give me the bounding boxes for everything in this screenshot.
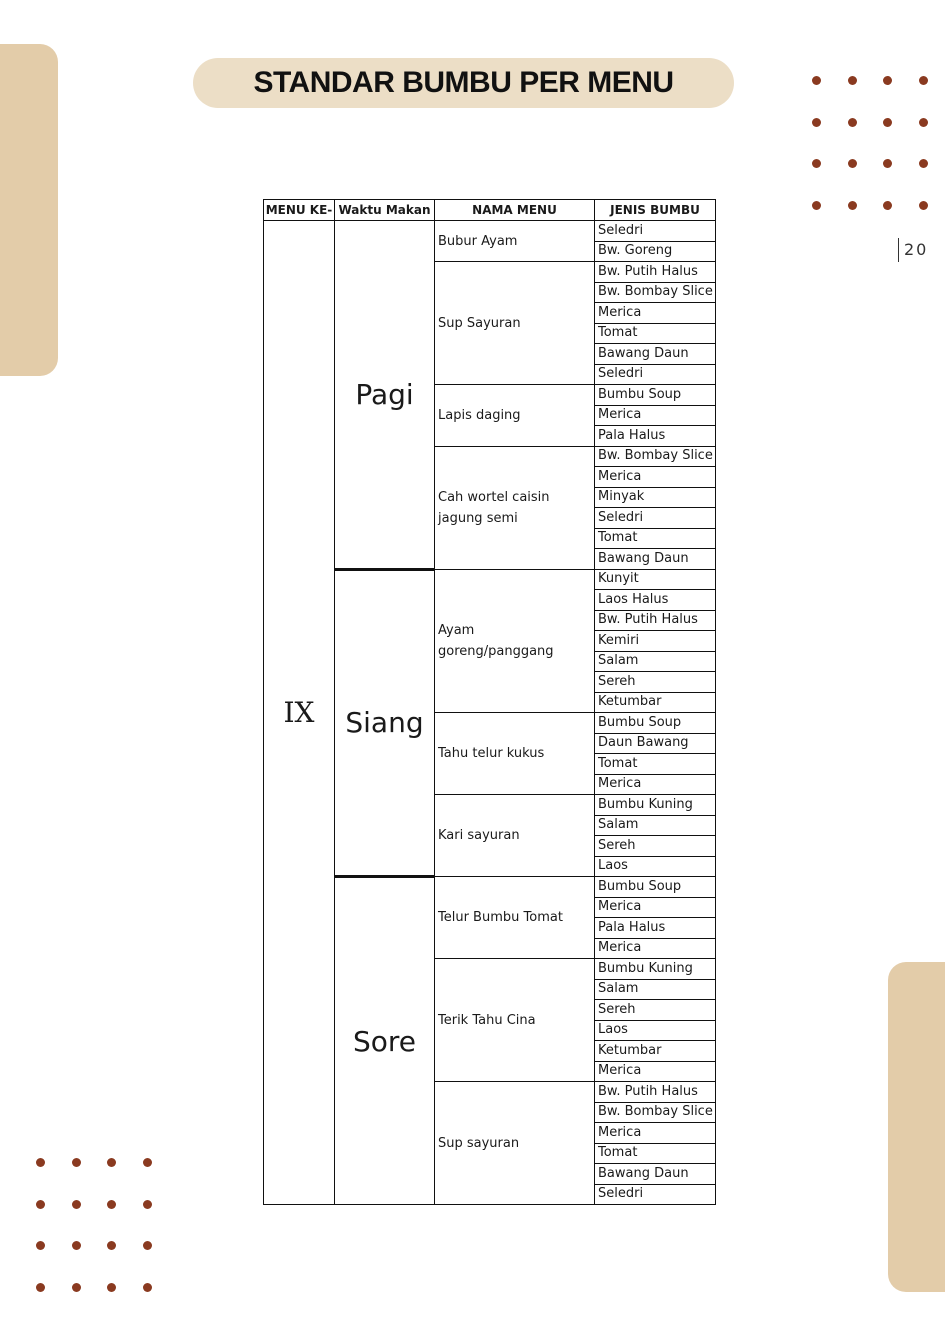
decorative-dot [143, 1158, 152, 1167]
spice-cell: Bw. Bombay Slice [595, 282, 716, 303]
spice-cell: Pala Halus [595, 426, 716, 447]
page-number: 20 [898, 238, 928, 262]
spice-cell: Laos [595, 1020, 716, 1041]
menu-name-cell: Bubur Ayam [435, 221, 595, 262]
spice-cell: Merica [595, 897, 716, 918]
decorative-dot [848, 159, 857, 168]
menu-name-cell: Lapis daging [435, 385, 595, 447]
spice-cell: Bawang Daun [595, 549, 716, 570]
spice-cell: Merica [595, 467, 716, 488]
decorative-dot [919, 76, 928, 85]
header-menu-ke: MENU KE- [264, 200, 335, 221]
spice-cell: Seledri [595, 508, 716, 529]
meal-time-cell: Pagi [335, 221, 435, 570]
spice-cell: Salam [595, 815, 716, 836]
spice-cell: Merica [595, 938, 716, 959]
left-decorative-tab [0, 44, 58, 376]
spice-cell: Bumbu Soup [595, 385, 716, 406]
spice-cell: Bumbu Kuning [595, 959, 716, 980]
spice-cell: Kemiri [595, 631, 716, 652]
spice-cell: Tomat [595, 323, 716, 344]
spice-cell: Ketumbar [595, 1041, 716, 1062]
decorative-dot [919, 118, 928, 127]
spice-cell: Laos [595, 856, 716, 877]
spice-cell: Bumbu Soup [595, 877, 716, 898]
spice-cell: Kunyit [595, 569, 716, 590]
menu-number-cell: IX [264, 221, 335, 1205]
spice-cell: Merica [595, 774, 716, 795]
spice-cell: Merica [595, 405, 716, 426]
spice-cell: Sereh [595, 672, 716, 693]
meal-time-cell: Siang [335, 569, 435, 877]
decorative-dot [143, 1241, 152, 1250]
spice-cell: Bw. Putih Halus [595, 262, 716, 283]
spice-cell: Merica [595, 1123, 716, 1144]
decorative-dot [812, 159, 821, 168]
decorative-dot [36, 1158, 45, 1167]
decorative-dot [812, 118, 821, 127]
decorative-dot [812, 76, 821, 85]
menu-name-cell: Terik Tahu Cina [435, 959, 595, 1082]
decorative-dot [72, 1158, 81, 1167]
table-header-row [264, 200, 716, 221]
decorative-dot [36, 1283, 45, 1292]
spice-cell: Salam [595, 979, 716, 1000]
menu-name-cell: Sup Sayuran [435, 262, 595, 385]
decorative-dot [883, 76, 892, 85]
spice-cell: Tomat [595, 754, 716, 775]
decorative-dot [848, 118, 857, 127]
header-nama-menu: NAMA MENU [435, 200, 595, 221]
spice-cell: Bw. Putih Halus [595, 610, 716, 631]
decorative-dot [72, 1200, 81, 1209]
spice-cell: Bumbu Soup [595, 713, 716, 734]
spice-cell: Sereh [595, 1000, 716, 1021]
spice-cell: Bw. Goreng [595, 241, 716, 262]
right-decorative-tab [888, 962, 945, 1292]
decorative-dot [848, 201, 857, 210]
spice-cell: Bawang Daun [595, 1164, 716, 1185]
spice-cell: Laos Halus [595, 590, 716, 611]
decorative-dot [72, 1241, 81, 1250]
spice-cell: Bumbu Kuning [595, 795, 716, 816]
decorative-dot [812, 201, 821, 210]
header-waktu-makan: Waktu Makan [335, 200, 435, 221]
spice-cell: Pala Halus [595, 918, 716, 939]
decorative-dot [883, 159, 892, 168]
decorative-dot [36, 1241, 45, 1250]
decorative-dot [107, 1283, 116, 1292]
header-jenis-bumbu: JENIS BUMBU [595, 200, 716, 221]
menu-name-cell: Ayam goreng/panggang [435, 569, 595, 713]
spice-cell: Merica [595, 303, 716, 324]
page-title: STANDAR BUMBU PER MENU [253, 66, 674, 99]
decorative-dot [143, 1200, 152, 1209]
decorative-dot [107, 1241, 116, 1250]
spice-cell: Daun Bawang [595, 733, 716, 754]
spice-cell: Bw. Bombay Slice [595, 446, 716, 467]
spice-cell: Salam [595, 651, 716, 672]
spice-cell: Minyak [595, 487, 716, 508]
title-banner [193, 58, 734, 108]
decorative-dot [883, 201, 892, 210]
spice-cell: Merica [595, 1061, 716, 1082]
decorative-dot [72, 1283, 81, 1292]
decorative-dot [848, 76, 857, 85]
decorative-dot [143, 1283, 152, 1292]
menu-name-cell: Cah wortel caisin jagung semi [435, 446, 595, 569]
decorative-dot [919, 201, 928, 210]
meal-time-cell: Sore [335, 877, 435, 1205]
spice-cell: Seledri [595, 1184, 716, 1205]
decorative-dot [36, 1200, 45, 1209]
menu-name-cell: Kari sayuran [435, 795, 595, 877]
spice-cell: Tomat [595, 528, 716, 549]
menu-name-cell: Sup sayuran [435, 1082, 595, 1205]
menu-name-cell: Telur Bumbu Tomat [435, 877, 595, 959]
spice-cell: Bawang Daun [595, 344, 716, 365]
spice-standard-table [263, 199, 716, 1205]
decorative-dot [883, 118, 892, 127]
table-row [264, 221, 716, 242]
spice-cell: Sereh [595, 836, 716, 857]
spice-cell: Seledri [595, 364, 716, 385]
decorative-dot [107, 1158, 116, 1167]
spice-cell: Bw. Putih Halus [595, 1082, 716, 1103]
decorative-dot [107, 1200, 116, 1209]
spice-cell: Seledri [595, 221, 716, 242]
decorative-dot [919, 159, 928, 168]
menu-name-cell: Tahu telur kukus [435, 713, 595, 795]
spice-cell: Bw. Bombay Slice [595, 1102, 716, 1123]
spice-cell: Tomat [595, 1143, 716, 1164]
spice-cell: Ketumbar [595, 692, 716, 713]
